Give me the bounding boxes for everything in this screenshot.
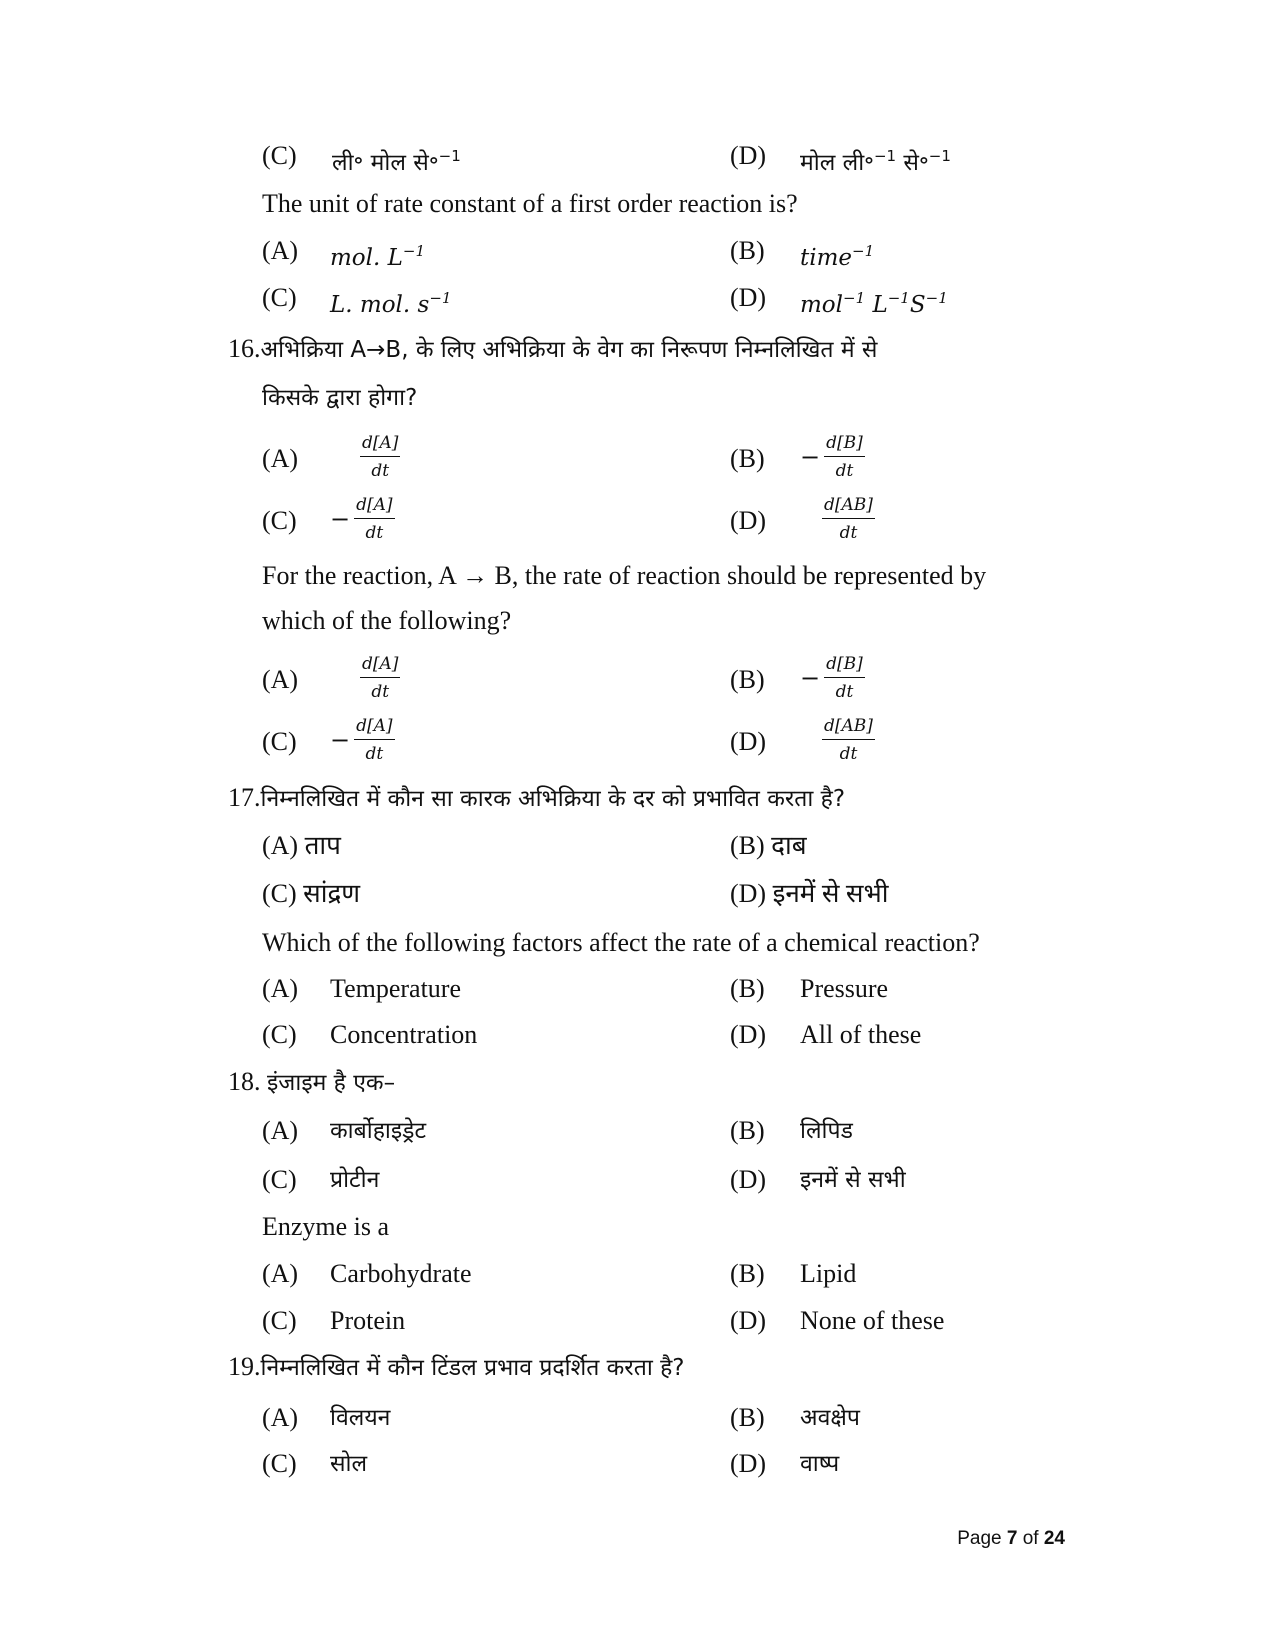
q18-en-option-a-text: Carbohydrate <box>330 1259 472 1288</box>
q19-number: 19. <box>228 1352 261 1381</box>
q17-hi-option-b: (B) दाब <box>730 831 807 860</box>
q19-hi-option-b-label: (B) <box>730 1403 765 1432</box>
q17-en-option-a-text: Temperature <box>330 974 461 1003</box>
q19-hi-option-d-text: वाष्प <box>800 1451 840 1477</box>
q17-number: 17. <box>228 783 261 812</box>
q18-hi-question: 18. इंजाइम है एक– <box>228 1067 396 1096</box>
q16-hi-option-d-label: (D) <box>730 506 767 535</box>
q18-hi-option-c-label: (C) <box>262 1165 297 1194</box>
q18-hi-option-d-text: इनमें से सभी <box>800 1167 906 1193</box>
q17-en-option-d-label: (D) <box>730 1020 767 1049</box>
q17-hi-option-a: (A) ताप <box>262 831 341 860</box>
q19-hi-option-b-text: अवक्षेप <box>800 1405 860 1431</box>
q16-hi-question-line-1: 16.अभिक्रिया A→B, के लिए अभिक्रिया के वेग का निरूपण निम्नलिखित में से <box>228 334 878 363</box>
q15-en-option-d-text: mol$^{-1}$ $L^{-1}S^{-1}$ <box>800 289 948 318</box>
q17-en-option-d-text: All of these <box>800 1020 922 1049</box>
q17-hi-option-c: (C) सांद्रण <box>262 879 361 908</box>
q17-hi-question: 17.निम्नलिखित में कौन सा कारक अभिक्रिया के दर को प्रभावित करता है? <box>228 783 846 812</box>
q17-hi-option-d: (D) इनमें से सभी <box>730 879 889 908</box>
q19-hi-option-a-label: (A) <box>262 1403 299 1432</box>
q17-en-option-b-label: (B) <box>730 974 765 1003</box>
q15-hi-option-d-label: (D) <box>730 141 767 170</box>
q15-en-option-a-label: (A) <box>262 236 299 265</box>
q16-en-option-b-expression: − $\frac{d[B]}{dt}$ <box>800 654 863 702</box>
page-number-footer: Page 7 of 24 <box>957 1528 1065 1549</box>
q17-en-option-c-text: Concentration <box>330 1020 478 1049</box>
q16-en-option-a-expression: $\frac{d[A]}{dt}$ <box>362 654 399 702</box>
q18-en-option-c-label: (C) <box>262 1306 297 1335</box>
q18-hi-option-a-label: (A) <box>262 1116 299 1145</box>
q15-en-option-c-label: (C) <box>262 283 297 312</box>
q18-hi-option-b-label: (B) <box>730 1116 765 1145</box>
q16-hi-option-b-label: (B) <box>730 444 765 473</box>
q16-hi-option-d-expression: $\frac{d[AB]}{dt}$ <box>824 495 873 543</box>
q17-en-option-b-text: Pressure <box>800 974 889 1003</box>
q16-number: 16. <box>228 334 261 363</box>
q17-en-option-c-label: (C) <box>262 1020 297 1049</box>
total-pages: 24 <box>1043 1528 1065 1549</box>
q19-hi-option-c-label: (C) <box>262 1449 297 1478</box>
q16-en-option-c-label: (C) <box>262 727 297 756</box>
q18-en-option-d-label: (D) <box>730 1306 767 1335</box>
q15-hi-option-d-text: मोल ली॰$^{-1}$ से॰$^{-1}$ <box>800 147 951 176</box>
q18-en-option-b-label: (B) <box>730 1259 765 1288</box>
q16-hi-option-c-label: (C) <box>262 506 297 535</box>
q16-en-option-c-expression: − $\frac{d[A]}{dt}$ <box>330 716 393 764</box>
q17-en-question: Which of the following factors affect the rate of a chemical reaction? <box>262 928 980 957</box>
q18-number: 18. <box>228 1067 261 1096</box>
q19-hi-option-d-label: (D) <box>730 1449 767 1478</box>
q16-hi-option-c-expression: − $\frac{d[A]}{dt}$ <box>330 495 393 543</box>
q15-en-option-b-label: (B) <box>730 236 765 265</box>
q16-hi-question-line-2: किसके द्वारा होगा? <box>262 385 418 411</box>
q18-hi-option-c-text: प्रोटीन <box>330 1167 380 1193</box>
q18-en-option-b-text: Lipid <box>800 1259 857 1288</box>
q18-en-option-d-text: None of these <box>800 1306 945 1335</box>
q16-en-option-b-label: (B) <box>730 665 765 694</box>
q19-hi-option-c-text: सोल <box>330 1451 368 1477</box>
q18-en-option-a-label: (A) <box>262 1259 299 1288</box>
q16-hi-option-b-expression: − $\frac{d[B]}{dt}$ <box>800 433 863 481</box>
q19-hi-question: 19.निम्नलिखित में कौन टिंडल प्रभाव प्रदर्शित करता है? <box>228 1352 685 1381</box>
current-page: 7 <box>1006 1528 1018 1549</box>
q16-en-option-a-label: (A) <box>262 665 299 694</box>
q18-hi-option-d-label: (D) <box>730 1165 767 1194</box>
q15-en-question: The unit of rate constant of a first order reaction is? <box>262 189 798 218</box>
q15-hi-option-c-text: ली॰ मोल से॰$^{-1}$ <box>332 147 461 176</box>
q18-hi-option-b-text: लिपिड <box>800 1118 853 1144</box>
q15-en-option-c-text: L. mol. $s^{-1}$ <box>330 289 452 318</box>
q15-hi-option-c-label: (C) <box>262 141 297 170</box>
q16-en-question-line-2: which of the following? <box>262 606 512 635</box>
q15-en-option-a-text: mol. $L^{-1}$ <box>330 242 426 271</box>
q15-en-option-d-label: (D) <box>730 283 767 312</box>
q17-en-option-a-label: (A) <box>262 974 299 1003</box>
q16-en-option-d-expression: $\frac{d[AB]}{dt}$ <box>824 716 873 764</box>
q16-hi-option-a-label: (A) <box>262 444 299 473</box>
q18-en-option-c-text: Protein <box>330 1306 406 1335</box>
q19-hi-option-a-text: विलयन <box>330 1405 391 1431</box>
q16-en-option-d-label: (D) <box>730 727 767 756</box>
q16-hi-option-a-expression: $\frac{d[A]}{dt}$ <box>362 433 399 481</box>
q18-hi-option-a-text: कार्बोहाइड्रेट <box>330 1118 427 1144</box>
q15-en-option-b-text: time$^{-1}$ <box>800 242 875 271</box>
q16-en-question-line-1: For the reaction, A → B, the rate of reaction should be represented by <box>262 561 987 590</box>
q18-en-question: Enzyme is a <box>262 1212 390 1241</box>
